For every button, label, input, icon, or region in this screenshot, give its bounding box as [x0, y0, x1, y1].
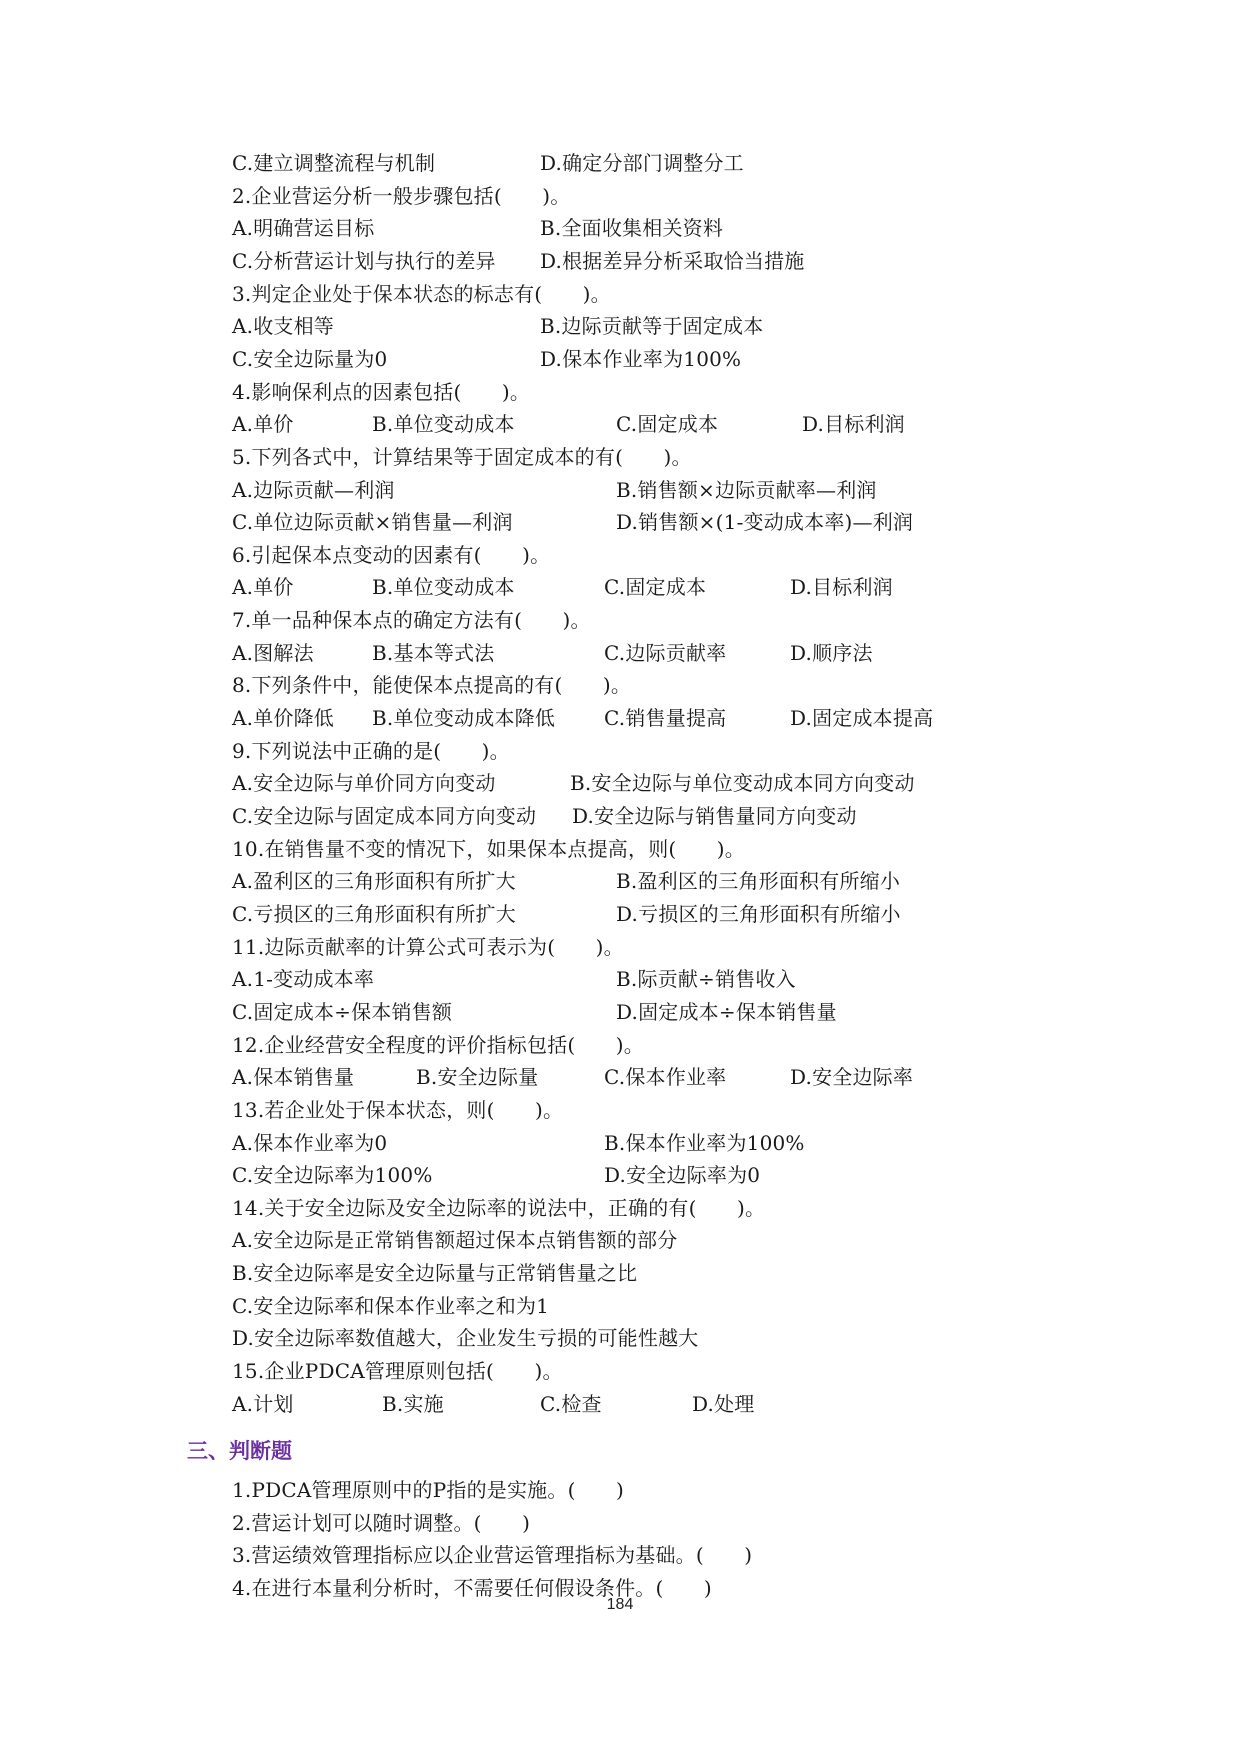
answer-option: B.边际贡献等于固定成本 [540, 314, 764, 339]
answer-option: A.收支相等 [232, 314, 335, 339]
answer-option: B.际贡献÷销售收入 [616, 967, 796, 992]
question-line: B.安全边际率是安全边际量与正常销售量之比 [232, 1261, 638, 1286]
answer-option: A.图解法 [232, 640, 314, 665]
answer-option: D.确定分部门调整分工 [540, 151, 744, 175]
answer-option: C.单位边际贡献×销售量—利润 [232, 510, 513, 535]
question-line: 5.下列各式中，计算结果等于固定成本的有( )。 [232, 444, 692, 469]
answer-option: C.亏损区的三角形面积有所扩大 [232, 901, 516, 926]
question-line: 10.在销售量不变的情况下，如果保本点提高，则( )。 [232, 836, 746, 861]
answer-option: B.单位变动成本降低 [372, 706, 556, 731]
answer-option: D.顺序法 [790, 640, 873, 665]
question-line: 11.边际贡献率的计算公式可表示为( )。 [232, 934, 624, 959]
answer-option: D.处理 [692, 1391, 755, 1416]
judgment-item: 1.PDCA管理原则中的P指的是实施。( ) [232, 1478, 624, 1502]
judgment-item: 2.营运计划可以随时调整。( ) [232, 1510, 531, 1535]
question-line: 14.关于安全边际及安全边际率的说法中，正确的有( )。 [232, 1195, 766, 1220]
answer-option: A.单价降低 [232, 706, 335, 731]
judgment-item: 4.在进行本量利分析时，不需要任何假设条件。( ) [232, 1575, 712, 1600]
answer-option: B.单位变动成本 [372, 412, 515, 437]
answer-option: C.安全边际率为100% [232, 1163, 433, 1188]
answer-option: A.明确营运目标 [232, 216, 375, 241]
answer-option: C.安全边际量为0 [232, 346, 388, 371]
answer-option: B.安全边际与单位变动成本同方向变动 [570, 771, 915, 796]
answer-option: D.目标利润 [790, 575, 893, 600]
question-line: 13.若企业处于保本状态，则( )。 [232, 1097, 564, 1122]
answer-option: A.单价 [232, 412, 294, 437]
answer-option: A.边际贡献—利润 [232, 477, 395, 502]
answer-option: B.单位变动成本 [372, 575, 515, 600]
answer-option: A.保本作业率为0 [232, 1130, 388, 1155]
answer-option: D.目标利润 [802, 412, 905, 437]
question-line: 2.企业营运分析一般步骤包括( )。 [232, 183, 571, 208]
answer-option: A.安全边际与单价同方向变动 [232, 771, 496, 796]
answer-option: A.保本销售量 [232, 1065, 355, 1090]
answer-option: B.全面收集相关资料 [540, 216, 724, 241]
answer-option: A.计划 [232, 1391, 294, 1416]
answer-option: B.基本等式法 [372, 640, 495, 665]
answer-option: D.固定成本÷保本销售量 [616, 999, 837, 1024]
answer-option: D.根据差异分析采取恰当措施 [540, 248, 805, 273]
answer-option: C.建立调整流程与机制 [232, 151, 436, 175]
answer-option: C.固定成本 [604, 575, 707, 600]
answer-option: C.边际贡献率 [604, 640, 727, 665]
question-line: 15.企业PDCA管理原则包括( )。 [232, 1359, 563, 1384]
answer-option: A.盈利区的三角形面积有所扩大 [232, 869, 516, 894]
answer-option: A.1-变动成本率 [232, 967, 375, 992]
answer-option: B.安全边际量 [416, 1065, 539, 1090]
answer-option: B.实施 [382, 1391, 444, 1416]
answer-option: D.安全边际率 [790, 1065, 914, 1090]
page-number: 184 [606, 1596, 634, 1613]
question-line: D.安全边际率数值越大，企业发生亏损的可能性越大 [232, 1326, 699, 1351]
answer-option: D.保本作业率为100% [540, 346, 742, 371]
question-line: 7.单一品种保本点的确定方法有( )。 [232, 608, 591, 633]
answer-option: C.销售量提高 [604, 706, 727, 731]
section-title: 三、判断题 [187, 1439, 292, 1463]
answer-option: A.单价 [232, 575, 294, 600]
question-line: 4.影响保利点的因素包括( )。 [232, 379, 531, 404]
answer-option: C.保本作业率 [604, 1065, 727, 1090]
question-line: 9.下列说法中正确的是( )。 [232, 738, 510, 763]
answer-option: D.安全边际与销售量同方向变动 [572, 804, 857, 828]
question-line: C.安全边际率和保本作业率之和为1 [232, 1293, 550, 1318]
answer-option: C.固定成本 [616, 412, 719, 437]
question-line: 3.判定企业处于保本状态的标志有( )。 [232, 281, 611, 306]
question-line: 8.下列条件中，能使保本点提高的有( )。 [232, 673, 632, 698]
question-line: 6.引起保本点变动的因素有( )。 [232, 542, 551, 567]
judgment-item: 3.营运绩效管理指标应以企业营运管理指标为基础。( ) [232, 1543, 753, 1568]
answer-option: B.盈利区的三角形面积有所缩小 [616, 869, 901, 894]
answer-option: C.检查 [540, 1391, 602, 1416]
answer-option: C.安全边际与固定成本同方向变动 [232, 804, 537, 828]
answer-option: B.销售额×边际贡献率—利润 [616, 477, 877, 502]
question-line: 12.企业经营安全程度的评价指标包括( )。 [232, 1032, 645, 1057]
answer-option: D.安全边际率为0 [604, 1163, 761, 1188]
answer-option: D.亏损区的三角形面积有所缩小 [616, 901, 901, 926]
answer-option: C.分析营运计划与执行的差异 [232, 248, 496, 273]
answer-option: D.固定成本提高 [790, 706, 934, 731]
answer-option: B.保本作业率为100% [604, 1130, 805, 1155]
question-line: A.安全边际是正常销售额超过保本点销售额的部分 [232, 1228, 678, 1253]
answer-option: C.固定成本÷保本销售额 [232, 999, 453, 1024]
answer-option: D.销售额×(1-变动成本率)—利润 [616, 510, 914, 535]
